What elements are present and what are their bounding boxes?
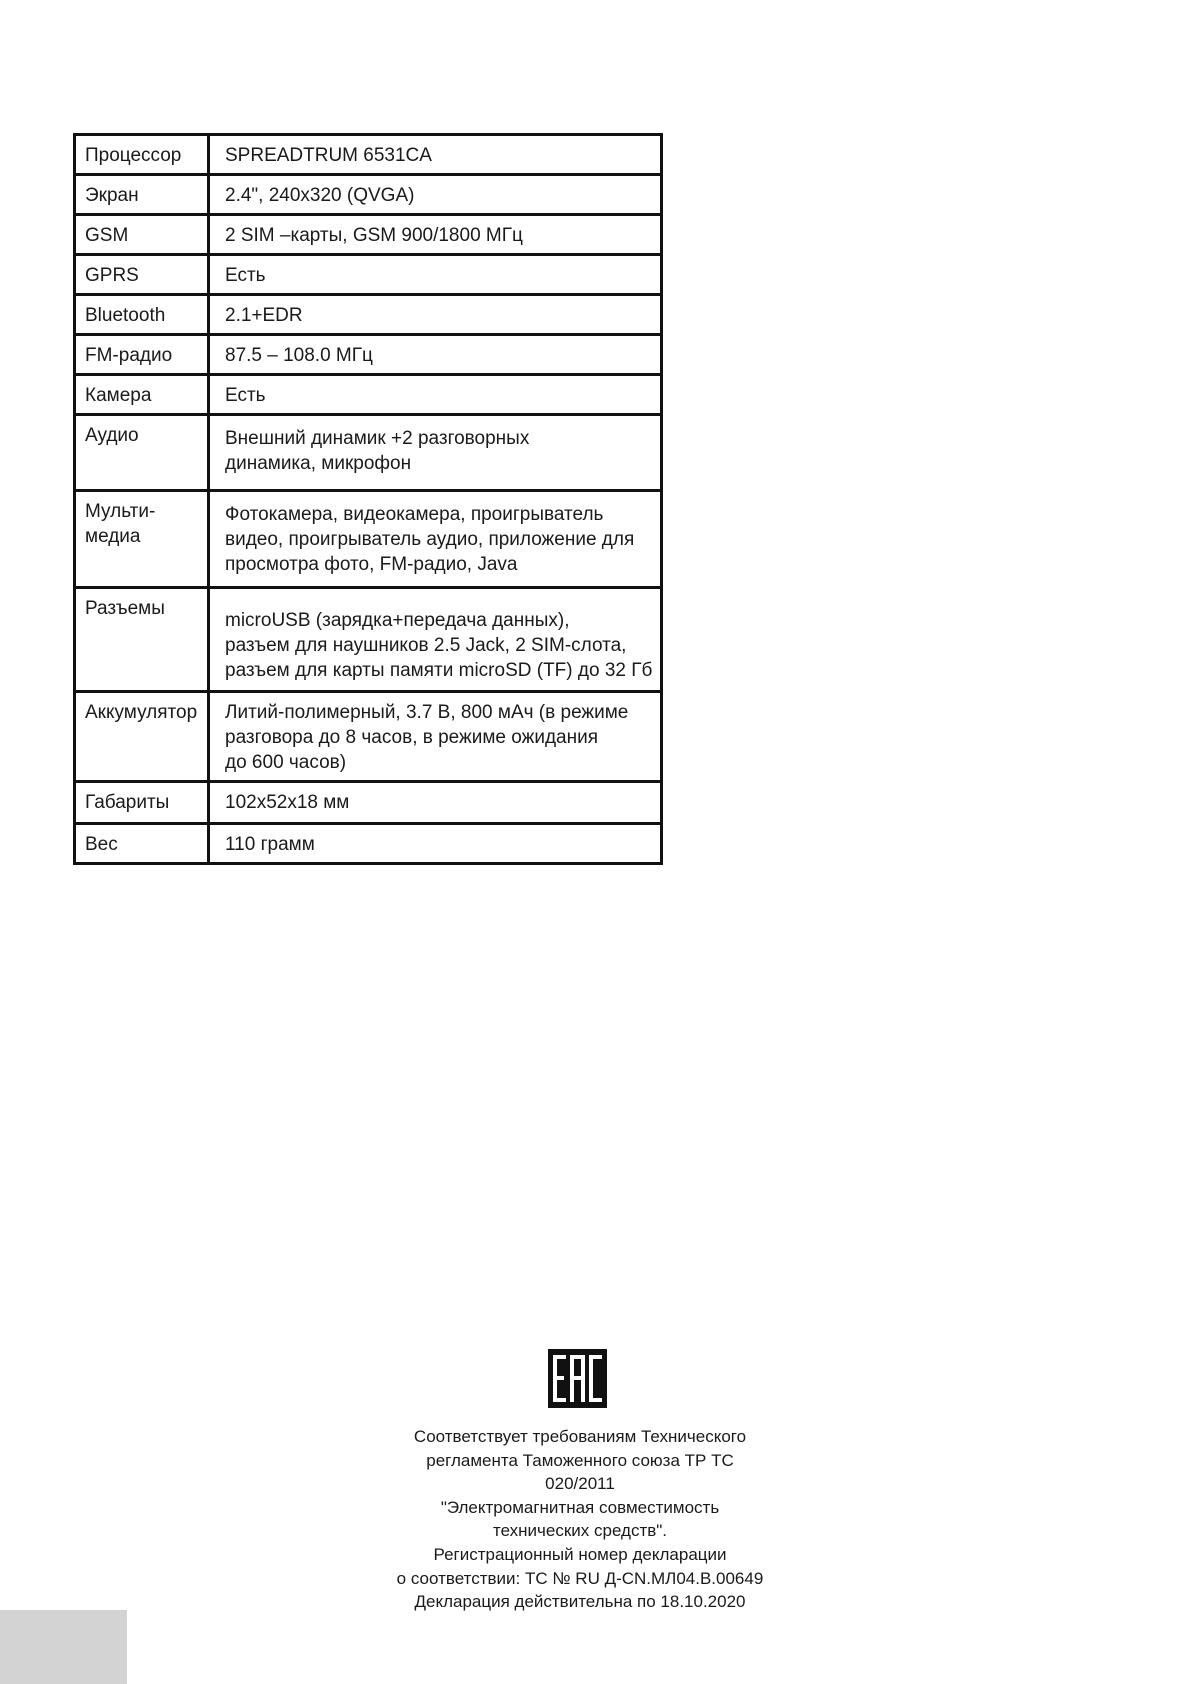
- spec-label: Bluetooth: [75, 295, 209, 335]
- spec-value: 102х52х18 мм: [209, 782, 662, 824]
- table-row: [75, 692, 662, 782]
- spec-label: GSM: [75, 215, 209, 255]
- spec-label: GPRS: [75, 255, 209, 295]
- value-line: просмотра фото, FM-радио, Java: [225, 554, 518, 575]
- table-row: [75, 415, 662, 491]
- table-row: [75, 782, 662, 824]
- spec-label: Разъемы: [75, 588, 209, 692]
- certification-text: [380, 1425, 780, 1614]
- cert-line: 020/2011: [545, 1474, 615, 1494]
- table-row: [75, 375, 662, 415]
- value-line: динамика, микрофон: [225, 453, 412, 474]
- value-line: разговора до 8 часов, в режиме ожидания: [225, 727, 598, 748]
- spec-value: [209, 692, 662, 782]
- spec-value: SPREADTRUM 6531CA: [209, 135, 662, 175]
- spec-label: Вес: [75, 824, 209, 864]
- spec-value: [209, 415, 662, 491]
- table-row: [75, 491, 662, 588]
- spec-value: 2 SIM –карты, GSM 900/1800 МГц: [209, 215, 662, 255]
- spec-value: 2.4", 240х320 (QVGA): [209, 175, 662, 215]
- value-line: видео, проигрыватель аудио, приложение для: [225, 529, 635, 550]
- spec-label: Экран: [75, 175, 209, 215]
- value-line: до 600 часов): [225, 752, 347, 773]
- spec-label: Камера: [75, 375, 209, 415]
- spec-label: Аудио: [75, 415, 209, 491]
- spec-value: [209, 491, 662, 588]
- spec-value: [209, 588, 662, 692]
- value-line: Фотокамера, видеокамера, проигрыватель: [225, 504, 604, 525]
- table-row: [75, 215, 662, 255]
- spec-value: 110 грамм: [209, 824, 662, 864]
- value-line: разъем для наушников 2.5 Jack, 2 SIM-слота,: [225, 635, 627, 656]
- label-line: Мульти-: [85, 501, 156, 522]
- spec-label: Аккумулятор: [75, 692, 209, 782]
- eac-mark-icon: [548, 1349, 607, 1408]
- page-corner-tab: [0, 1610, 127, 1684]
- value-line: microUSB (зарядка+передача данных),: [225, 610, 570, 631]
- cert-line: о соответствии: ТС № RU Д-CN.МЛ04.В.00649: [396, 1568, 764, 1588]
- spec-label: Процессор: [75, 135, 209, 175]
- value-line: разъем для карты памяти microSD (TF) до 32 Гб: [225, 660, 653, 681]
- spec-label: [75, 491, 209, 588]
- cert-line: технических средств".: [492, 1521, 668, 1541]
- spec-label: FM-радио: [75, 335, 209, 375]
- eac-logo: [548, 1349, 607, 1408]
- spec-value: Есть: [209, 375, 662, 415]
- table-row: [75, 335, 662, 375]
- value-line: Внешний динамик +2 разговорных: [225, 428, 530, 449]
- table-row: [75, 824, 662, 864]
- cert-line: "Электромагнитная совместимость: [440, 1497, 720, 1517]
- label-line: медиа: [85, 526, 141, 547]
- cert-line: Регистрационный номер декларации: [433, 1544, 727, 1564]
- spec-label: Габариты: [75, 782, 209, 824]
- cert-line: регламента Таможенного союза ТР ТС: [426, 1450, 734, 1470]
- value-line: Литий-полимерный, 3.7 В, 800 мАч (в режиме: [225, 702, 629, 723]
- table-row: [75, 588, 662, 692]
- table-row: [75, 135, 662, 175]
- cert-line: Декларация действительна по 18.10.2020: [414, 1592, 746, 1612]
- table-row: [75, 255, 662, 295]
- spec-value: 2.1+EDR: [209, 295, 662, 335]
- table-row: [75, 295, 662, 335]
- spec-value: Есть: [209, 255, 662, 295]
- specifications-table: [73, 133, 663, 865]
- cert-line: Соответствует требованиям Технического: [413, 1427, 747, 1446]
- spec-value: 87.5 – 108.0 МГц: [209, 335, 662, 375]
- table-row: [75, 175, 662, 215]
